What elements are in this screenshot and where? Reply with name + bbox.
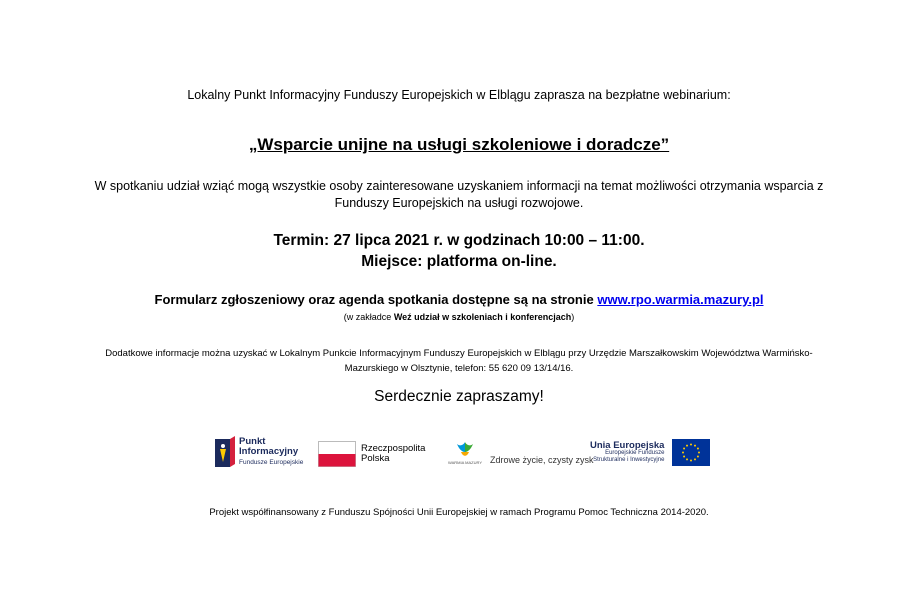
tab-note-prefix: (w zakładce (343, 312, 392, 322)
eu-star (686, 458, 688, 460)
pi-line-2: Informacyjny (239, 445, 299, 457)
warmia-mazury-mark (448, 440, 482, 465)
fundusze-europejskie-icon (215, 436, 235, 468)
rzeczpospolita-polska-logo (318, 441, 425, 467)
tab-note (0, 312, 918, 322)
unia-europejska-logo (590, 439, 710, 466)
eu-flag-icon (672, 439, 710, 466)
punkt-informacyjny-logo (215, 436, 303, 468)
eu-star (686, 445, 688, 447)
ue-sub-1: Europejskie Fundusze (605, 450, 665, 456)
ue-title: Unia Europejska (590, 440, 665, 451)
eu-star (698, 452, 700, 454)
eu-star (697, 456, 699, 458)
event-place: Miejsce: platforma on-line. (361, 253, 557, 270)
zdr-slogan: Zdrowe życie, czysty zysk (490, 455, 594, 465)
description-line-2: Funduszy Europejskich na usługi rozwojowe. (334, 196, 584, 210)
funding-note: Projekt współfinansowany z Funduszu Spójności Unii Europejskiej w ramach Programu Pomoc Techniczna 2014-2020. (209, 507, 709, 518)
website-link[interactable]: www.rpo.warmia.mazury.pl (597, 292, 764, 307)
eu-star (682, 452, 684, 454)
greeting: Serdecznie zapraszamy! (374, 388, 544, 405)
event-term: Termin: 27 lipca 2021 r. w godzinach 10:00 – 11:00. (273, 232, 645, 249)
ue-sub-2: Strukturalne i Inwestycyjne (593, 457, 665, 463)
pi-sub: Fundusze Europejskie (239, 458, 304, 466)
eu-star (684, 456, 686, 458)
additional-info (0, 346, 918, 376)
eu-star (684, 448, 686, 450)
registration-info (0, 292, 918, 307)
eu-star (697, 448, 699, 450)
eu-star (690, 460, 692, 462)
registration-text: Formularz zgłoszeniowy oraz agenda spotkania dostępne są na stronie (154, 292, 594, 307)
zdr-small: WARMIA MAZURY (448, 459, 483, 465)
description-line-1: W spotkaniu udział wziąć mogą wszystkie osoby zainteresowane uzyskaniem informacji na temat możliwości otrzymania wsparcia z (94, 179, 824, 193)
eu-star (694, 445, 696, 447)
pi-line-1: Punkt (239, 435, 266, 447)
tab-note-suffix: ) (571, 312, 575, 322)
warmia-mazury-logo (448, 439, 594, 465)
intro-text: Lokalny Punkt Informacyjny Funduszy Europejskich w Elblągu zaprasza na bezpłatne webinarium: (187, 88, 731, 102)
polish-flag-icon (318, 441, 356, 467)
eu-star (690, 444, 692, 446)
region-flower-icon (455, 440, 475, 460)
webinar-title: „Wsparcie unijne na usługi szkoleniowe i doradcze” (248, 135, 670, 154)
rp-line-1: Rzeczpospolita (361, 443, 426, 454)
event-details (0, 230, 918, 272)
additional-info-line-2: Mazurskiego w Olsztynie, telefon: 55 620 09 13/14/16. (344, 363, 574, 374)
tab-note-name: Weź udział w szkoleniach i konferencjach (393, 312, 572, 322)
description (0, 178, 918, 212)
eu-star (694, 458, 696, 460)
rp-line-2: Polska (361, 453, 390, 464)
additional-info-line-1: Dodatkowe informacje można uzyskać w Lokalnym Punkcie Informacyjnym Funduszy Europejskich w Elblągu przy Urzędzie Marszałkowskim Województwa Warmińsko- (105, 348, 813, 359)
